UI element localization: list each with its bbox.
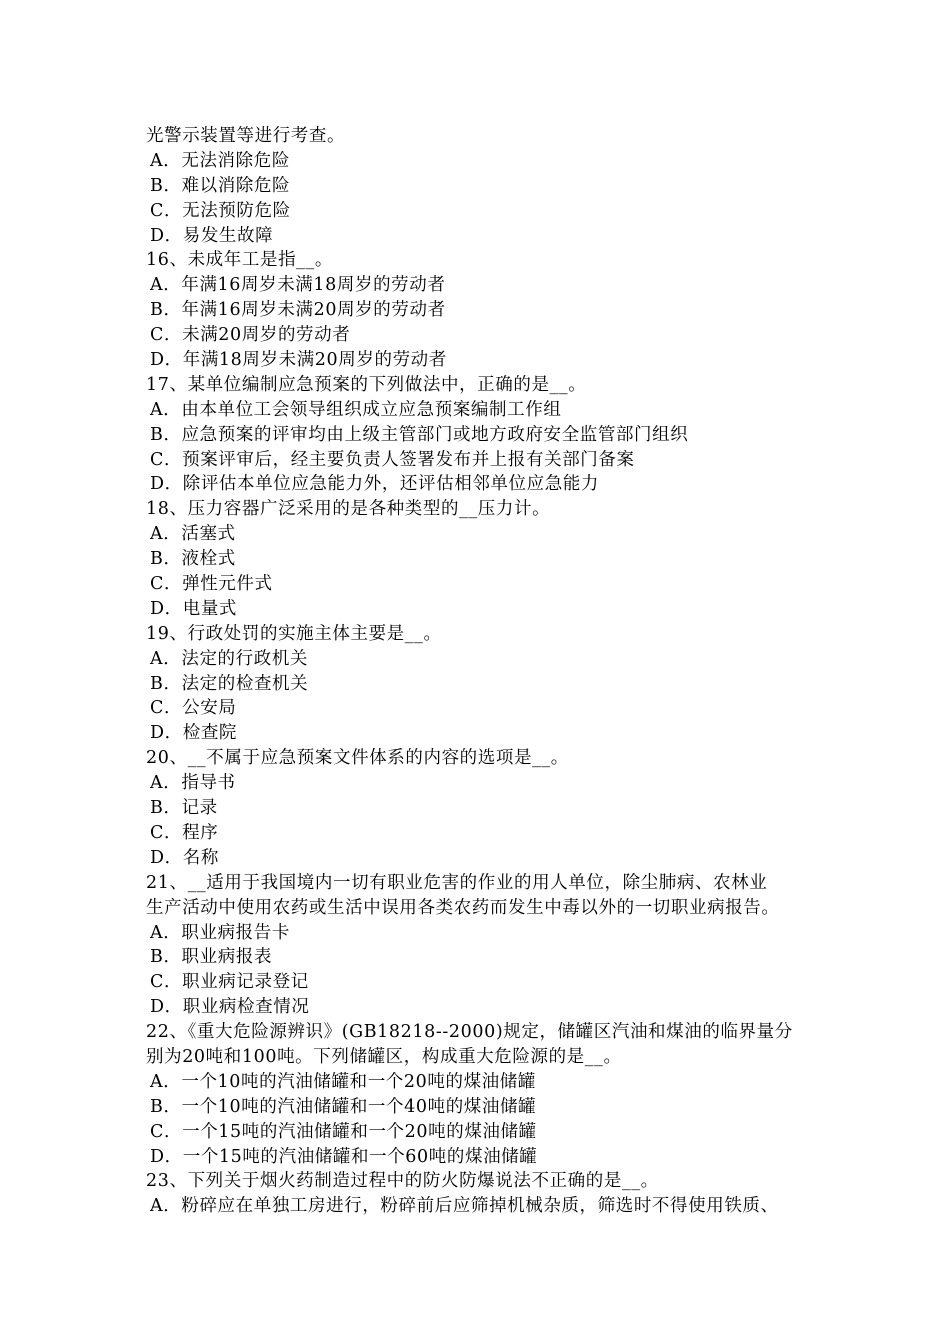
answer-option: C．弹性元件式 [150, 574, 273, 595]
answer-option: D．职业病检查情况 [150, 997, 310, 1018]
answer-option: B．难以消除危险 [150, 175, 291, 196]
answer-option: A．一个10吨的汽油储罐和一个20吨的煤油储罐 [150, 1071, 536, 1092]
answer-option: A．职业病报告卡 [150, 922, 290, 943]
answer-option: A．无法消除危险 [150, 150, 290, 171]
question-text: 16、未成年工是指__。 [146, 250, 333, 271]
question-text: 19、行政处罚的实施主体主要是__。 [146, 623, 442, 644]
question-text: 光警示装置等进行考查。 [146, 126, 346, 146]
answer-option: B．应急预案的评审均由上级主管部门或地方政府安全监管部门组织 [150, 424, 689, 445]
answer-option: B．记录 [150, 798, 218, 819]
answer-option: A．粉碎应在单独工房进行，粉碎前后应筛掉机械杂质，筛选时不得使用铁质、 [150, 1196, 779, 1217]
question-text: 别为20吨和100吨。下列储罐区，构成重大危险源的是__。 [146, 1046, 622, 1067]
document-page [146, 124, 826, 1219]
answer-option: B．法定的检查机关 [150, 673, 309, 694]
answer-option: B．年满16周岁未满20周岁的劳动者 [150, 300, 446, 321]
answer-option: D．名称 [150, 847, 219, 868]
answer-option: C．未满20周岁的劳动者 [150, 325, 351, 346]
answer-option: D．一个15吨的汽油储罐和一个60吨的煤油储罐 [150, 1146, 538, 1167]
answer-option: D．电量式 [150, 598, 238, 619]
answer-option: C．职业病记录登记 [150, 972, 309, 993]
answer-option: D．除评估本单位应急能力外，还评估相邻单位应急能力 [150, 474, 600, 495]
answer-option: D．年满18周岁未满20周岁的劳动者 [150, 350, 447, 371]
answer-option: D．易发生故障 [150, 225, 274, 246]
question-text: 生产活动中使用农药或生活中误用各类农药而发生中毒以外的一切职业病报告。 [146, 897, 780, 918]
answer-option: C．无法预防危险 [150, 200, 291, 221]
question-text: 17、某单位编制应急预案的下列做法中，正确的是__。 [146, 374, 587, 395]
question-text: 18、压力容器广泛采用的是各种类型的__压力计。 [146, 499, 551, 520]
question-text: 23、下列关于烟火药制造过程中的防火防爆说法不正确的是__。 [146, 1171, 659, 1192]
answer-option: C．程序 [150, 822, 219, 843]
answer-option: C．预案评审后，经主要负责人签署发布并上报有关部门备案 [150, 449, 635, 470]
answer-option: A．年满16周岁未满18周岁的劳动者 [150, 275, 446, 296]
answer-option: B．液栓式 [150, 549, 236, 570]
answer-option: D．检查院 [150, 723, 238, 744]
answer-option: A．指导书 [150, 773, 236, 794]
answer-option: A．法定的行政机关 [150, 648, 309, 669]
answer-option: A．活塞式 [150, 524, 236, 545]
answer-option: B．职业病报表 [150, 947, 273, 968]
question-text: 21、__适用于我国境内一切有职业危害的作业的用人单位，除尘肺病、农林业 [146, 872, 768, 893]
answer-option: A．由本单位工会领导组织成立应急预案编制工作组 [150, 399, 562, 420]
answer-option: C．公安局 [150, 698, 237, 719]
answer-option: C．一个15吨的汽油储罐和一个20吨的煤油储罐 [150, 1121, 537, 1142]
question-text: 20、__不属于应急预案文件体系的内容的选项是__。 [146, 748, 569, 769]
answer-option: B．一个10吨的汽油储罐和一个40吨的煤油储罐 [150, 1096, 537, 1117]
question-text: 22、《重大危险源辨识》(GB18218--2000)规定，储罐区汽油和煤油的临界量分 [146, 1022, 793, 1043]
